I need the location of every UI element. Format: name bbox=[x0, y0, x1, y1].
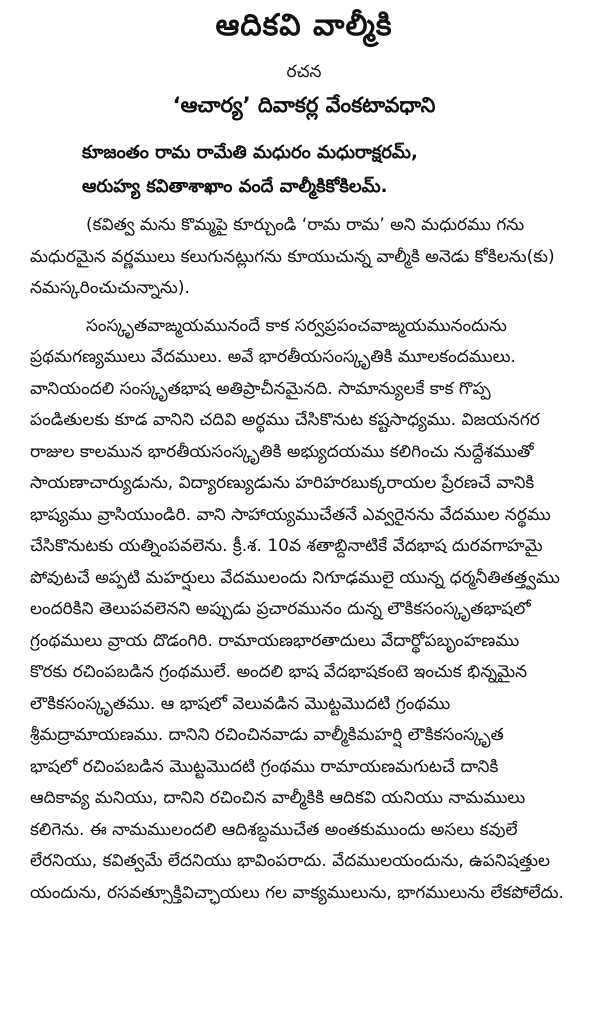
text-line: యందును, రసవత్సూక్తివిచ్ఛాయలు గల వాక్యములును, భాగములును లేకపోలేదు. bbox=[30, 882, 564, 903]
text-line: పండితులకు కూడ వానిని చదివి అర్థము చేసికొనుట కష్టసాధ్యము. విజయనగర bbox=[30, 410, 540, 430]
body-paragraph bbox=[30, 311, 578, 910]
shloka-verse bbox=[82, 136, 578, 204]
text-line: భాష్యము వ్రాసియుండిరి. వాని సాహాయ్యముచేతనే ఎవ్వరైనను వేదముల నర్థము bbox=[30, 504, 551, 525]
text-line: నమస్కరించుచున్నాను). bbox=[30, 278, 190, 298]
text-line: గ్రంథములు వ్రాయ దొడంగిరి. రామాయణభారతాదులు వేదార్థోపబృంహణము bbox=[30, 630, 520, 651]
shloka-line: కూజంతం రామ రామేతి మధురం మధురాక్షరమ్, bbox=[82, 142, 418, 163]
verse-meaning-paragraph bbox=[30, 210, 578, 305]
byline-label: రచన bbox=[286, 62, 322, 82]
text-line: కలిగెను. ఈ నామములందలి ఆదిశబ్దముచేత అంతకుముందు అసలు కవులే bbox=[30, 819, 518, 840]
text-line: లౌకికసంస్కృతము. ఆ భాషలో వెలువడిన మొట్టమొదటి గ్రంథము bbox=[30, 693, 451, 714]
text-line: వానియందలి సంస్కృతభాష అతిప్రాచీనమైనది. సామాన్యులకే కాక గొప్ప bbox=[30, 378, 491, 399]
text-line: ఆదికావ్య మనియు, దానిని రచించిన వాల్మీకికి ఆదికవి యనియు నామములు bbox=[30, 788, 526, 808]
text-line: సాయణాచార్యుడును, విద్యారణ్యుడును హరిహరబుక్కరాయల ప్రేరణచే వానికి bbox=[30, 473, 535, 493]
text-line: పోవుటచే అప్పటి మహర్షులు వేదములందు నిగూఢములై యున్న ధర్మనీతితత్త్వము bbox=[30, 567, 560, 588]
text-line: ప్రథమగణ్యములు వేదములు. అవే భారతీయసంస్కృతికి మూలకందములు. bbox=[30, 347, 516, 367]
text-line: శ్రీమద్రామాయణము. దానిని రచించినవాడు వాల్మీకిమహర్షి లౌకికసంస్కృత bbox=[30, 725, 504, 745]
text-line: భాషలో రచింపబడిన మొట్టమొదటి గ్రంథము రామాయణమగుటచే దానికి bbox=[30, 756, 499, 777]
text-line: లేరనియు, కవిత్వమే లేదనియు భావింపరాదు. వేదములయందును, ఉపనిషత్తుల bbox=[30, 851, 551, 871]
shloka-line: ఆరుహ్య కవితాశాఖాం వందే వాల్మీకికోకిలమ్. bbox=[82, 176, 388, 197]
text-line: సంస్కృతవాఙ్మయమునందే కాక సర్వప్రపంచవాఙ్మయమునందును bbox=[86, 315, 507, 336]
author-name: ‘ఆచార్య’ దివాకర్ల వేంకటావధాని bbox=[172, 93, 436, 117]
text-line: చేసికొనుటకు యత్నింపవలెను. క్రీ.శ. 10వ శతాబ్దినాటికే వేదభాష దురవగాహమై bbox=[30, 536, 543, 556]
page-title: ఆదికవి వాల్మీకి bbox=[215, 8, 393, 43]
text-line: లందరికిని తెలుపవలెనని అప్పుడు ప్రచారమునం దున్న లౌకికసంస్కృతభాషలో bbox=[30, 599, 531, 619]
text-line: (కవిత్వ మను కొమ్మపై కూర్చుండి ‘రామ రామ’ అని మధురము గను bbox=[86, 215, 525, 235]
text-line: రాజుల కాలమున భారతీయసంస్కృతికి అభ్యుదయము కలిగించు నుద్దేశముతో bbox=[30, 441, 534, 462]
text-line: కొరకు రచింపబడిన గ్రంథములే. అందలి భాష వేదభాషకంటె ఇంచుక భిన్నమైన bbox=[30, 662, 528, 682]
text-line: మధురమైన వర్ణములు కలుగునట్లుగను కూయుచున్న వాల్మీకి అనెడు కోకిలను(కు) bbox=[30, 246, 555, 267]
